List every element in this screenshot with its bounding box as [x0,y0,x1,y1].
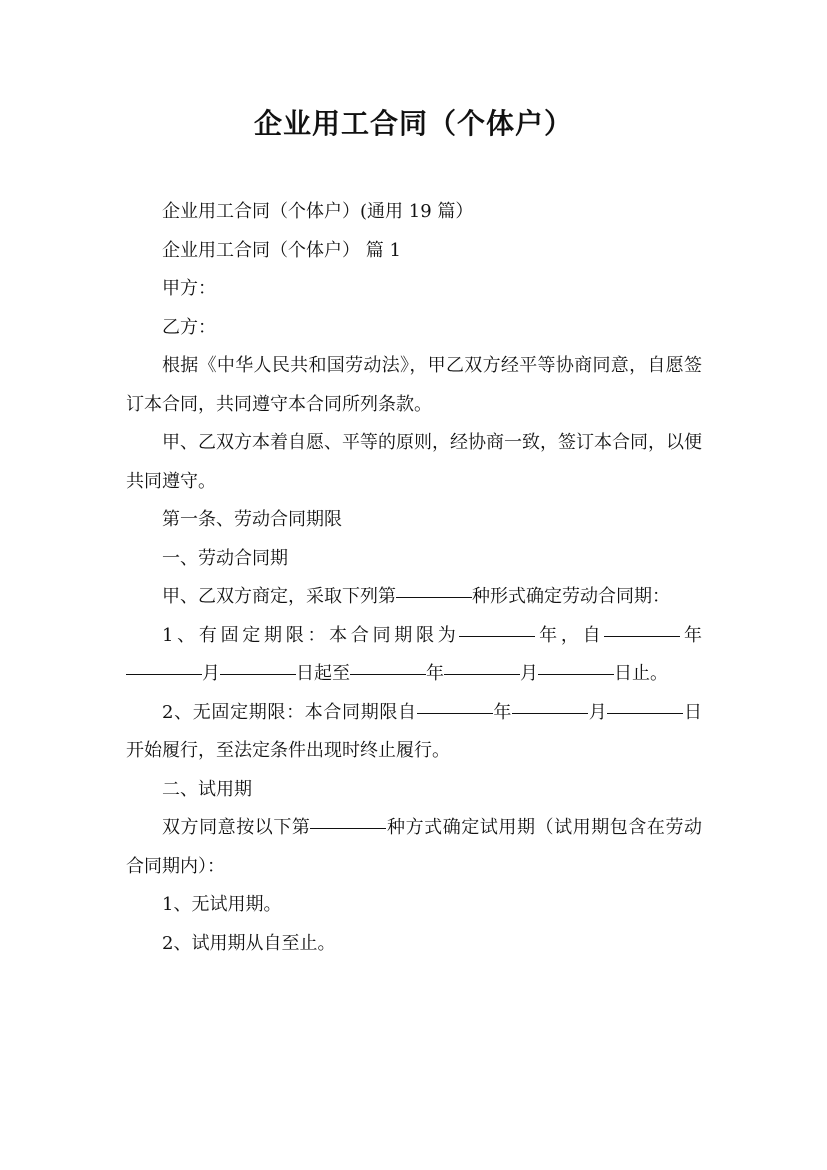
paragraph-basis: 根据《中华人民共和国劳动法》，甲乙双方经平等协商同意，自愿签订本合同，共同遵守本合同所列条款。 [126,355,702,415]
section-heading-1: 企业用工合同（个体户） 篇 1 [162,239,401,261]
paragraph-contract-form [126,578,702,617]
paragraph-fixed-term [126,617,702,694]
text-segment: 2、无固定期限：本合同期限自 [162,701,417,723]
fill-blank[interactable] [126,673,202,675]
party-b-line: 乙方： [162,316,216,338]
text-segment: 种方式确定试用期（试用期包含在劳动合同期内）： [126,817,703,877]
text-segment: 1、有固定期限：本合同期限为 [162,624,460,646]
text-segment: 双方同意按以下第 [162,817,311,838]
fill-blank[interactable] [220,673,296,675]
text-segment: 年 [492,701,513,723]
text-segment: 年 [426,663,444,684]
paragraph-open-term [126,694,702,771]
document-body [126,193,702,963]
fill-blank[interactable] [459,635,535,637]
paragraph-principle: 甲、乙双方本着自愿、平等的原则，经协商一致，签订本合同，以便共同遵守。 [126,432,702,492]
probation-option-2: 2、试用期从自至止。 [162,932,336,954]
article-1-heading: 第一条、劳动合同期限 [162,509,342,530]
text-segment: 月 [588,701,608,723]
fill-blank[interactable] [350,673,426,675]
paragraph-probation-method [126,809,702,886]
fill-blank[interactable] [417,712,493,714]
fill-blank[interactable] [607,712,683,714]
text-segment: 日开始履行，至法定条件出现时终止履行。 [126,701,703,761]
text-segment: 种形式确定劳动合同期： [472,586,670,607]
fill-blank[interactable] [310,827,386,829]
fill-blank[interactable] [396,596,472,598]
clause-2-heading: 二、试用期 [162,778,252,800]
fill-blank[interactable] [604,635,680,637]
text-segment: 月 [520,663,538,684]
fill-blank[interactable] [444,673,520,675]
text-segment: 日起至 [296,663,350,684]
text-segment: 日止。 [614,663,668,684]
probation-option-1: 1、无试用期。 [162,894,282,915]
text-segment: 月 [202,663,220,684]
subtitle-line: 企业用工合同（个体户）(通用 19 篇） [162,201,474,222]
fill-blank[interactable] [512,712,588,714]
text-segment: 年，自 [535,624,605,646]
clause-1-heading: 一、劳动合同期 [162,547,288,569]
text-segment: 年 [680,624,703,646]
document-title: 企业用工合同（个体户） [253,107,573,140]
party-a-line: 甲方： [162,278,216,299]
text-segment: 甲、乙双方商定，采取下列第 [162,586,396,607]
fill-blank[interactable] [538,673,614,675]
